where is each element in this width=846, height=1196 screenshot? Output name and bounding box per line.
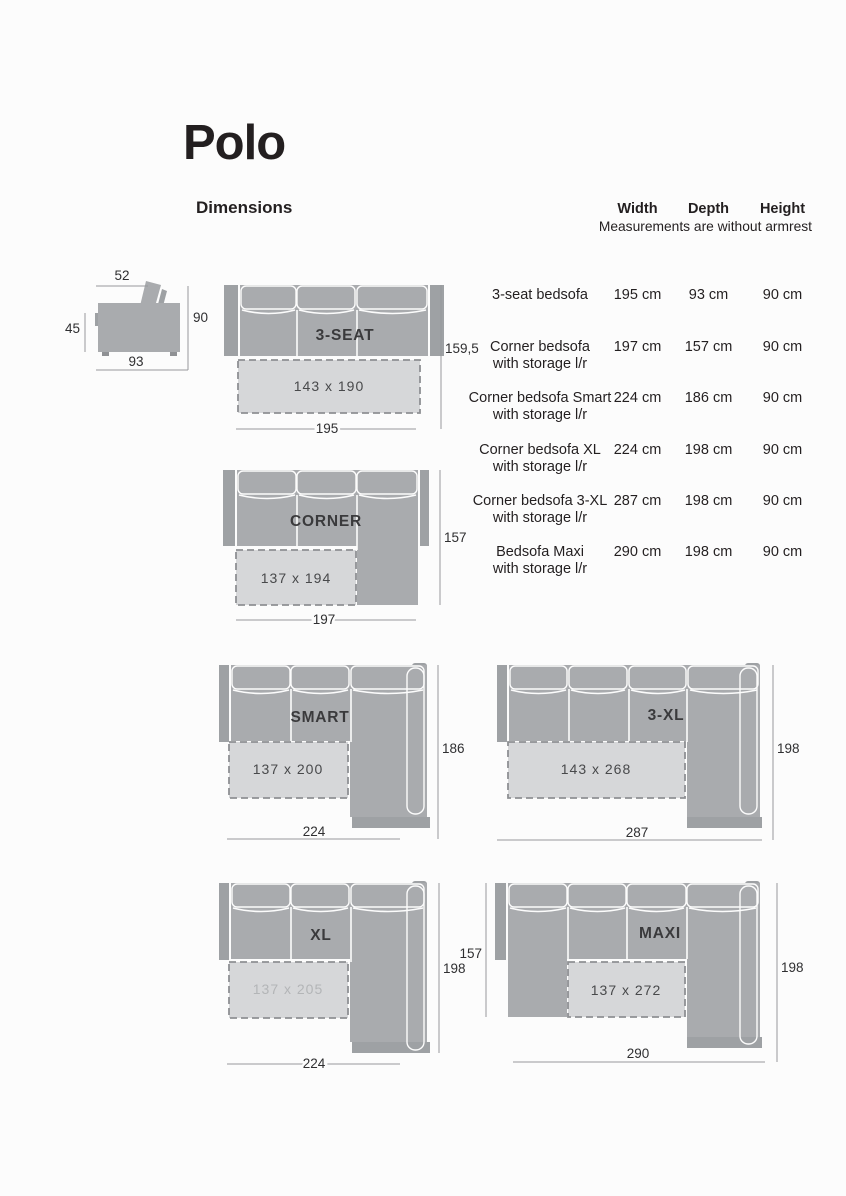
depth-dim-label: 93 bbox=[128, 354, 144, 369]
row-depth: 198 cm bbox=[684, 442, 733, 458]
depth-dim-label: 157 bbox=[444, 530, 467, 545]
row-width: 224 cm bbox=[613, 442, 662, 458]
row-width: 290 cm bbox=[613, 544, 662, 560]
seat-depth-dim-label: 52 bbox=[114, 268, 130, 283]
row-height: 90 cm bbox=[762, 544, 803, 560]
smart-diagram bbox=[210, 653, 478, 853]
depth-dim-label: 198 bbox=[781, 960, 804, 975]
sofa-label: SMART bbox=[290, 709, 350, 726]
table-header-width: Width bbox=[617, 201, 658, 217]
bed-size-label: 137 x 272 bbox=[590, 982, 662, 998]
width-dim-label: 224 bbox=[302, 1056, 326, 1071]
row-name: Corner bedsofa 3-XL with storage l/r bbox=[472, 493, 608, 526]
three-xl-diagram bbox=[488, 653, 818, 853]
seat-height-dim-label: 45 bbox=[64, 321, 80, 336]
bed-size-label: 143 x 268 bbox=[560, 761, 632, 777]
row-depth: 198 cm bbox=[684, 493, 733, 509]
height-dim-label: 90 bbox=[193, 310, 209, 325]
sofa-side-shape bbox=[95, 281, 180, 356]
row-height: 90 cm bbox=[762, 390, 803, 406]
row-depth: 186 cm bbox=[684, 390, 733, 406]
width-dim-label: 197 bbox=[312, 612, 336, 627]
depth-dim-label: 198 bbox=[443, 961, 466, 976]
width-dim-label: 290 bbox=[626, 1046, 650, 1061]
side-view-diagram bbox=[53, 260, 218, 378]
table-note: Measurements are without armrest bbox=[598, 219, 812, 234]
sofa-label: XL bbox=[310, 927, 332, 944]
row-width: 197 cm bbox=[613, 339, 662, 355]
bed-size-label: 143 x 190 bbox=[293, 378, 365, 394]
sofa-label: MAXI bbox=[639, 925, 681, 942]
row-name: 3-seat bedsofa bbox=[492, 287, 588, 303]
table-header-depth: Depth bbox=[687, 201, 730, 217]
xl-diagram bbox=[210, 871, 478, 1077]
row-depth: 93 cm bbox=[688, 287, 729, 303]
sofa-label: 3-SEAT bbox=[315, 327, 375, 344]
row-name: Bedsofa Maxi with storage l/r bbox=[492, 544, 588, 577]
depth-dim-label: 198 bbox=[777, 741, 800, 756]
row-width: 224 cm bbox=[613, 390, 662, 406]
row-name: Corner bedsofa XL with storage l/r bbox=[479, 442, 601, 475]
sofa-label: 3-XL bbox=[647, 707, 685, 724]
sofa-top-shape bbox=[224, 285, 444, 356]
corner-diagram bbox=[216, 460, 484, 635]
row-width: 195 cm bbox=[613, 287, 662, 303]
row-name: Corner bedsofa Smart with storage l/r bbox=[468, 390, 612, 423]
maxi-diagram bbox=[458, 871, 820, 1077]
row-height: 90 cm bbox=[762, 442, 803, 458]
depth-dim-label: 186 bbox=[442, 741, 465, 756]
row-name: Corner bedsofa with storage l/r bbox=[490, 339, 590, 372]
row-width: 287 cm bbox=[613, 493, 662, 509]
row-depth: 157 cm bbox=[684, 339, 733, 355]
width-dim-label: 195 bbox=[315, 421, 339, 436]
sofa-label: CORNER bbox=[290, 513, 362, 530]
row-height: 90 cm bbox=[762, 493, 803, 509]
bed-size-label: 137 x 205 bbox=[252, 981, 324, 997]
left-depth-dim-label: 157 bbox=[459, 946, 482, 961]
bed-size-label: 137 x 200 bbox=[252, 761, 324, 777]
three-seat-diagram bbox=[216, 276, 484, 444]
width-dim-label: 287 bbox=[625, 825, 649, 840]
row-depth: 198 cm bbox=[684, 544, 733, 560]
bed-size-label: 137 x 194 bbox=[260, 570, 332, 586]
page-subtitle: Dimensions bbox=[196, 198, 293, 217]
depth-dim-label: 159,5 bbox=[445, 341, 479, 356]
row-height: 90 cm bbox=[762, 339, 803, 355]
table-header-height: Height bbox=[759, 201, 806, 217]
page-title: Polo bbox=[183, 116, 286, 170]
row-height: 90 cm bbox=[762, 287, 803, 303]
width-dim-label: 224 bbox=[302, 824, 326, 839]
